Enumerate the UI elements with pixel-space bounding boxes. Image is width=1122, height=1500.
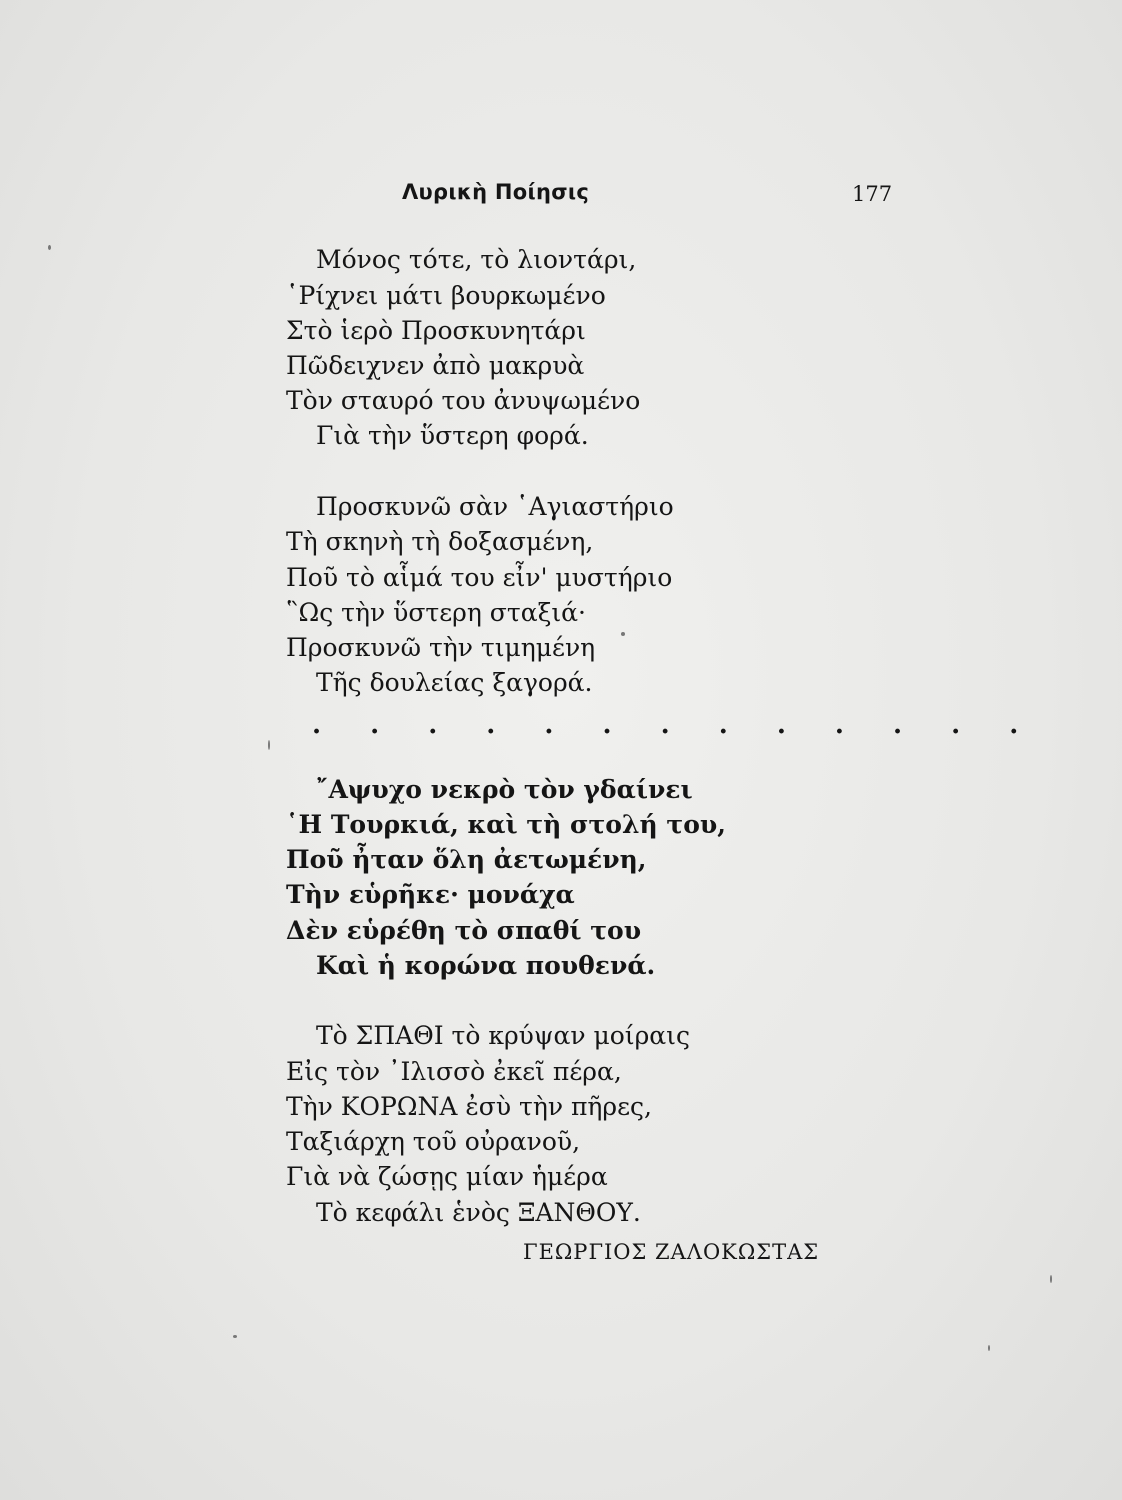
scan-speck: [233, 1335, 237, 1338]
poem-line: Ποῦ ἦταν ὅλη ἀετωμένη,: [286, 845, 647, 874]
poem-line: Τὴ σκηνὴ τὴ δοξασμένη,: [286, 527, 594, 556]
poem-line: Προσκυνῶ τὴν τιμημένη: [286, 633, 596, 662]
poem-line: Ποῦ τὸ αἷμά του εἶν' μυστήριο: [286, 563, 673, 592]
poem-line: Τὴν εὑρῆκε· μονάχα: [286, 880, 575, 909]
page-number: 177: [852, 182, 893, 206]
poem-line: Προσκυνῶ σὰν ῾Αγιαστήριο: [316, 492, 674, 521]
poem-line: Γιὰ νὰ ζώσῃς μίαν ἡμέρα: [286, 1162, 608, 1191]
poem-line: Ταξιάρχη τοῦ οὐρανοῦ,: [286, 1127, 581, 1156]
scan-speck: [48, 245, 51, 250]
poem-line: ῎Αψυχο νεκρὸ τὸν γδαίνει: [316, 775, 693, 804]
poem-line: Πῶδειχνεν ἀπὸ μακρυὰ: [286, 351, 585, 380]
scan-speck: [1050, 1275, 1052, 1283]
poem-line: ῝Ως τὴν ὕστερη σταξιά·: [286, 598, 586, 627]
omission-dots: . . . . . . . . . . . . .: [312, 710, 1039, 740]
scan-speck: [621, 632, 625, 636]
author-signature: ΓΕΩΡΓΙΟΣ ΖΑΛΟΚΩΣΤΑΣ: [523, 1240, 820, 1264]
poem-line: Τὸ ΣΠΑΘΙ τὸ κρύψαν μοίραις: [316, 1021, 690, 1050]
poem-line: ῾Ρίχνει μάτι βουρκωμένο: [286, 281, 606, 310]
scan-speck: [988, 1345, 990, 1351]
scan-speck: [268, 740, 270, 750]
poem-line: Τὴν ΚΟΡΩΝΑ ἐσὺ τὴν πῆρες,: [286, 1092, 652, 1121]
running-header-title: Λυρικὴ Ποίησις: [402, 180, 590, 204]
poem-line: Εἰς τὸν ᾿Ιλισσὸ ἐκεῖ πέρα,: [286, 1057, 622, 1086]
poem-line: Καὶ ἡ κορώνα πουθενά.: [316, 951, 656, 980]
poem-line: Μόνος τότε, τὸ λιοντάρι,: [316, 245, 637, 274]
poem-line: ῾Η Τουρκιά, καὶ τὴ στολή του,: [286, 810, 726, 839]
poem-line: Τῆς δουλείας ξαγορά.: [316, 668, 593, 697]
poem-line: Δὲν εὑρέθη τὸ σπαθί του: [286, 916, 642, 945]
poem-line: Στὸ ἱερὸ Προσκυνητάρι: [286, 316, 586, 345]
poem-line: Τὸν σταυρό του ἀνυψωμένο: [286, 386, 641, 415]
poem-line: Γιὰ τὴν ὕστερη φορά.: [316, 421, 589, 450]
poem-line: Τὸ κεφάλι ἑνὸς ΞΑΝΘΟΥ.: [316, 1198, 641, 1227]
